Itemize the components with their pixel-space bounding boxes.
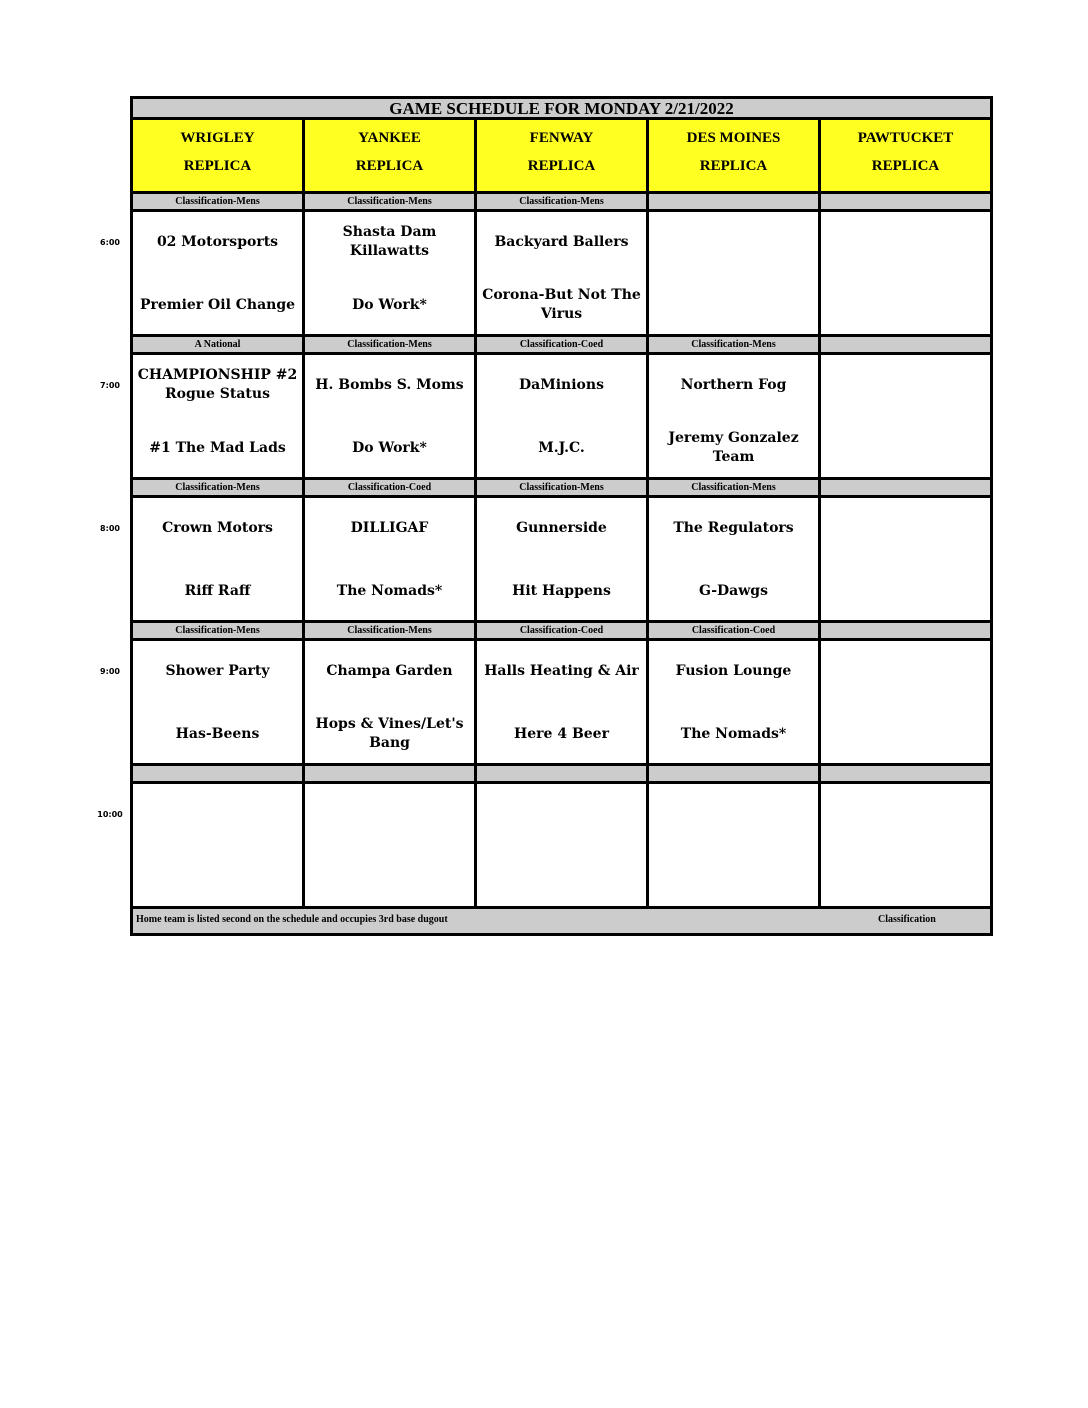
field-name: WRIGLEY (180, 130, 255, 146)
field-type: REPLICA (183, 158, 252, 174)
game-row (130, 498, 993, 623)
field-header-fenway (474, 120, 646, 194)
schedule-footer (130, 909, 993, 936)
field-header-yankee (302, 120, 474, 194)
home-team (133, 857, 302, 897)
home-team: The Nomads* (336, 582, 443, 599)
away-team (821, 794, 990, 834)
game-cell (474, 498, 646, 623)
game-row (130, 784, 993, 909)
home-team: The Nomads* (680, 725, 787, 742)
home-team: #1 The Mad Lads (149, 439, 286, 456)
game-cell (818, 784, 993, 909)
home-team: Jeremy Gonzalez Team (668, 430, 799, 465)
field-name: YANKEE (358, 130, 421, 146)
game-cell (302, 355, 474, 480)
home-team (477, 857, 646, 897)
classification-label: Classification-Mens (130, 194, 302, 212)
field-name: DES MOINES (686, 130, 781, 146)
classification-label: Classification-Mens (646, 480, 818, 498)
classification-label: Classification-Coed (474, 337, 646, 355)
schedule-table (130, 96, 993, 936)
game-cell (302, 641, 474, 766)
away-team: Northern Fog (680, 376, 787, 393)
away-team (821, 508, 990, 548)
game-cell (130, 641, 302, 766)
home-team (821, 571, 990, 611)
home-team: Corona-But Not The Virus (482, 287, 641, 322)
field-type: REPLICA (699, 158, 768, 174)
home-team: Riff Raff (184, 582, 251, 599)
classification-row (130, 337, 993, 355)
home-team: Has-Beens (175, 725, 260, 742)
away-team: The Regulators (673, 519, 794, 536)
time-label: 7:00 (100, 381, 120, 390)
field-name: FENWAY (529, 130, 594, 146)
away-team: DaMinions (519, 376, 604, 393)
home-team: M.J.C. (538, 439, 585, 456)
classification-label (646, 766, 818, 784)
classification-label: Classification-Coed (646, 623, 818, 641)
home-team: Here 4 Beer (514, 725, 609, 742)
game-cell (474, 212, 646, 337)
game-cell (474, 355, 646, 480)
classification-label: Classification-Mens (130, 623, 302, 641)
game-cell (130, 212, 302, 337)
game-cell (818, 641, 993, 766)
field-header-row (130, 120, 993, 194)
field-type: REPLICA (355, 158, 424, 174)
time-label: 8:00 (100, 524, 120, 533)
game-cell (646, 355, 818, 480)
classification-row (130, 623, 993, 641)
away-team: Halls Heating & Air (484, 662, 639, 679)
classification-legend: Classification (878, 914, 936, 925)
classification-label: Classification-Mens (302, 194, 474, 212)
time-label: 9:00 (100, 667, 120, 676)
classification-row (130, 480, 993, 498)
home-team-note: Home team is listed second on the schedule and occupies 3rd base dugout (136, 914, 448, 925)
field-header-wrigley (130, 120, 302, 194)
home-team: Hops & Vines/Let's Bang (315, 716, 464, 751)
away-team (477, 794, 646, 834)
home-team (649, 857, 818, 897)
classification-label: Classification-Coed (302, 480, 474, 498)
time-slots (130, 194, 993, 909)
game-cell (302, 212, 474, 337)
field-header-pawtucket (818, 120, 993, 194)
game-cell (646, 212, 818, 337)
away-team: Shasta Dam Killawatts (342, 224, 437, 259)
field-header-des-moines (646, 120, 818, 194)
classification-label (818, 623, 993, 641)
game-cell (130, 784, 302, 909)
classification-label (818, 766, 993, 784)
away-team: Fusion Lounge (675, 662, 792, 679)
away-team (821, 365, 990, 405)
schedule-title: GAME SCHEDULE FOR MONDAY 2/21/2022 (130, 96, 993, 120)
field-type: REPLICA (527, 158, 596, 174)
game-cell (474, 641, 646, 766)
home-team (649, 285, 818, 325)
away-team: Gunnerside (516, 519, 607, 536)
classification-label: A National (130, 337, 302, 355)
game-cell (302, 498, 474, 623)
away-team: Champa Garden (326, 662, 453, 679)
home-team: Do Work* (352, 439, 427, 456)
home-team (821, 857, 990, 897)
classification-label: Classification-Mens (474, 194, 646, 212)
classification-label: Classification-Mens (474, 480, 646, 498)
home-team: Do Work* (352, 296, 427, 313)
game-cell (818, 355, 993, 480)
away-team (649, 794, 818, 834)
field-name: PAWTUCKET (857, 130, 954, 146)
classification-label (818, 194, 993, 212)
away-team (821, 222, 990, 262)
away-team: Backyard Ballers (494, 233, 629, 250)
classification-row (130, 194, 993, 212)
game-row (130, 641, 993, 766)
away-team (133, 794, 302, 834)
classification-label (302, 766, 474, 784)
game-cell (818, 212, 993, 337)
away-team: CHAMPIONSHIP #2 Rogue Status (137, 367, 298, 402)
classification-label (130, 766, 302, 784)
classification-label: Classification-Mens (302, 337, 474, 355)
game-cell (302, 784, 474, 909)
away-team: Crown Motors (162, 519, 273, 536)
classification-label: Classification-Mens (130, 480, 302, 498)
home-team (821, 285, 990, 325)
field-type: REPLICA (871, 158, 940, 174)
away-team: H. Bombs S. Moms (315, 376, 464, 393)
time-label: 10:00 (97, 810, 123, 819)
game-cell (130, 355, 302, 480)
home-team (821, 428, 990, 468)
home-team: Premier Oil Change (139, 296, 296, 313)
classification-label (818, 480, 993, 498)
game-cell (818, 498, 993, 623)
classification-label: Classification-Coed (474, 623, 646, 641)
classification-label (646, 194, 818, 212)
game-cell (646, 784, 818, 909)
classification-label: Classification-Mens (302, 623, 474, 641)
away-team: Shower Party (165, 662, 270, 679)
classification-label: Classification-Mens (646, 337, 818, 355)
game-row (130, 355, 993, 480)
home-team: G-Dawgs (699, 582, 768, 599)
classification-row (130, 766, 993, 784)
away-team (821, 651, 990, 691)
game-cell (130, 498, 302, 623)
away-team: DILLIGAF (350, 519, 429, 536)
home-team (821, 714, 990, 754)
home-team (305, 857, 474, 897)
time-label: 6:00 (100, 238, 120, 247)
classification-label (818, 337, 993, 355)
game-row (130, 212, 993, 337)
away-team: 02 Motorsports (156, 233, 279, 250)
game-cell (474, 784, 646, 909)
game-cell (646, 498, 818, 623)
away-team (305, 794, 474, 834)
home-team: Hit Happens (512, 582, 611, 599)
game-cell (646, 641, 818, 766)
classification-label (474, 766, 646, 784)
away-team (649, 222, 818, 262)
